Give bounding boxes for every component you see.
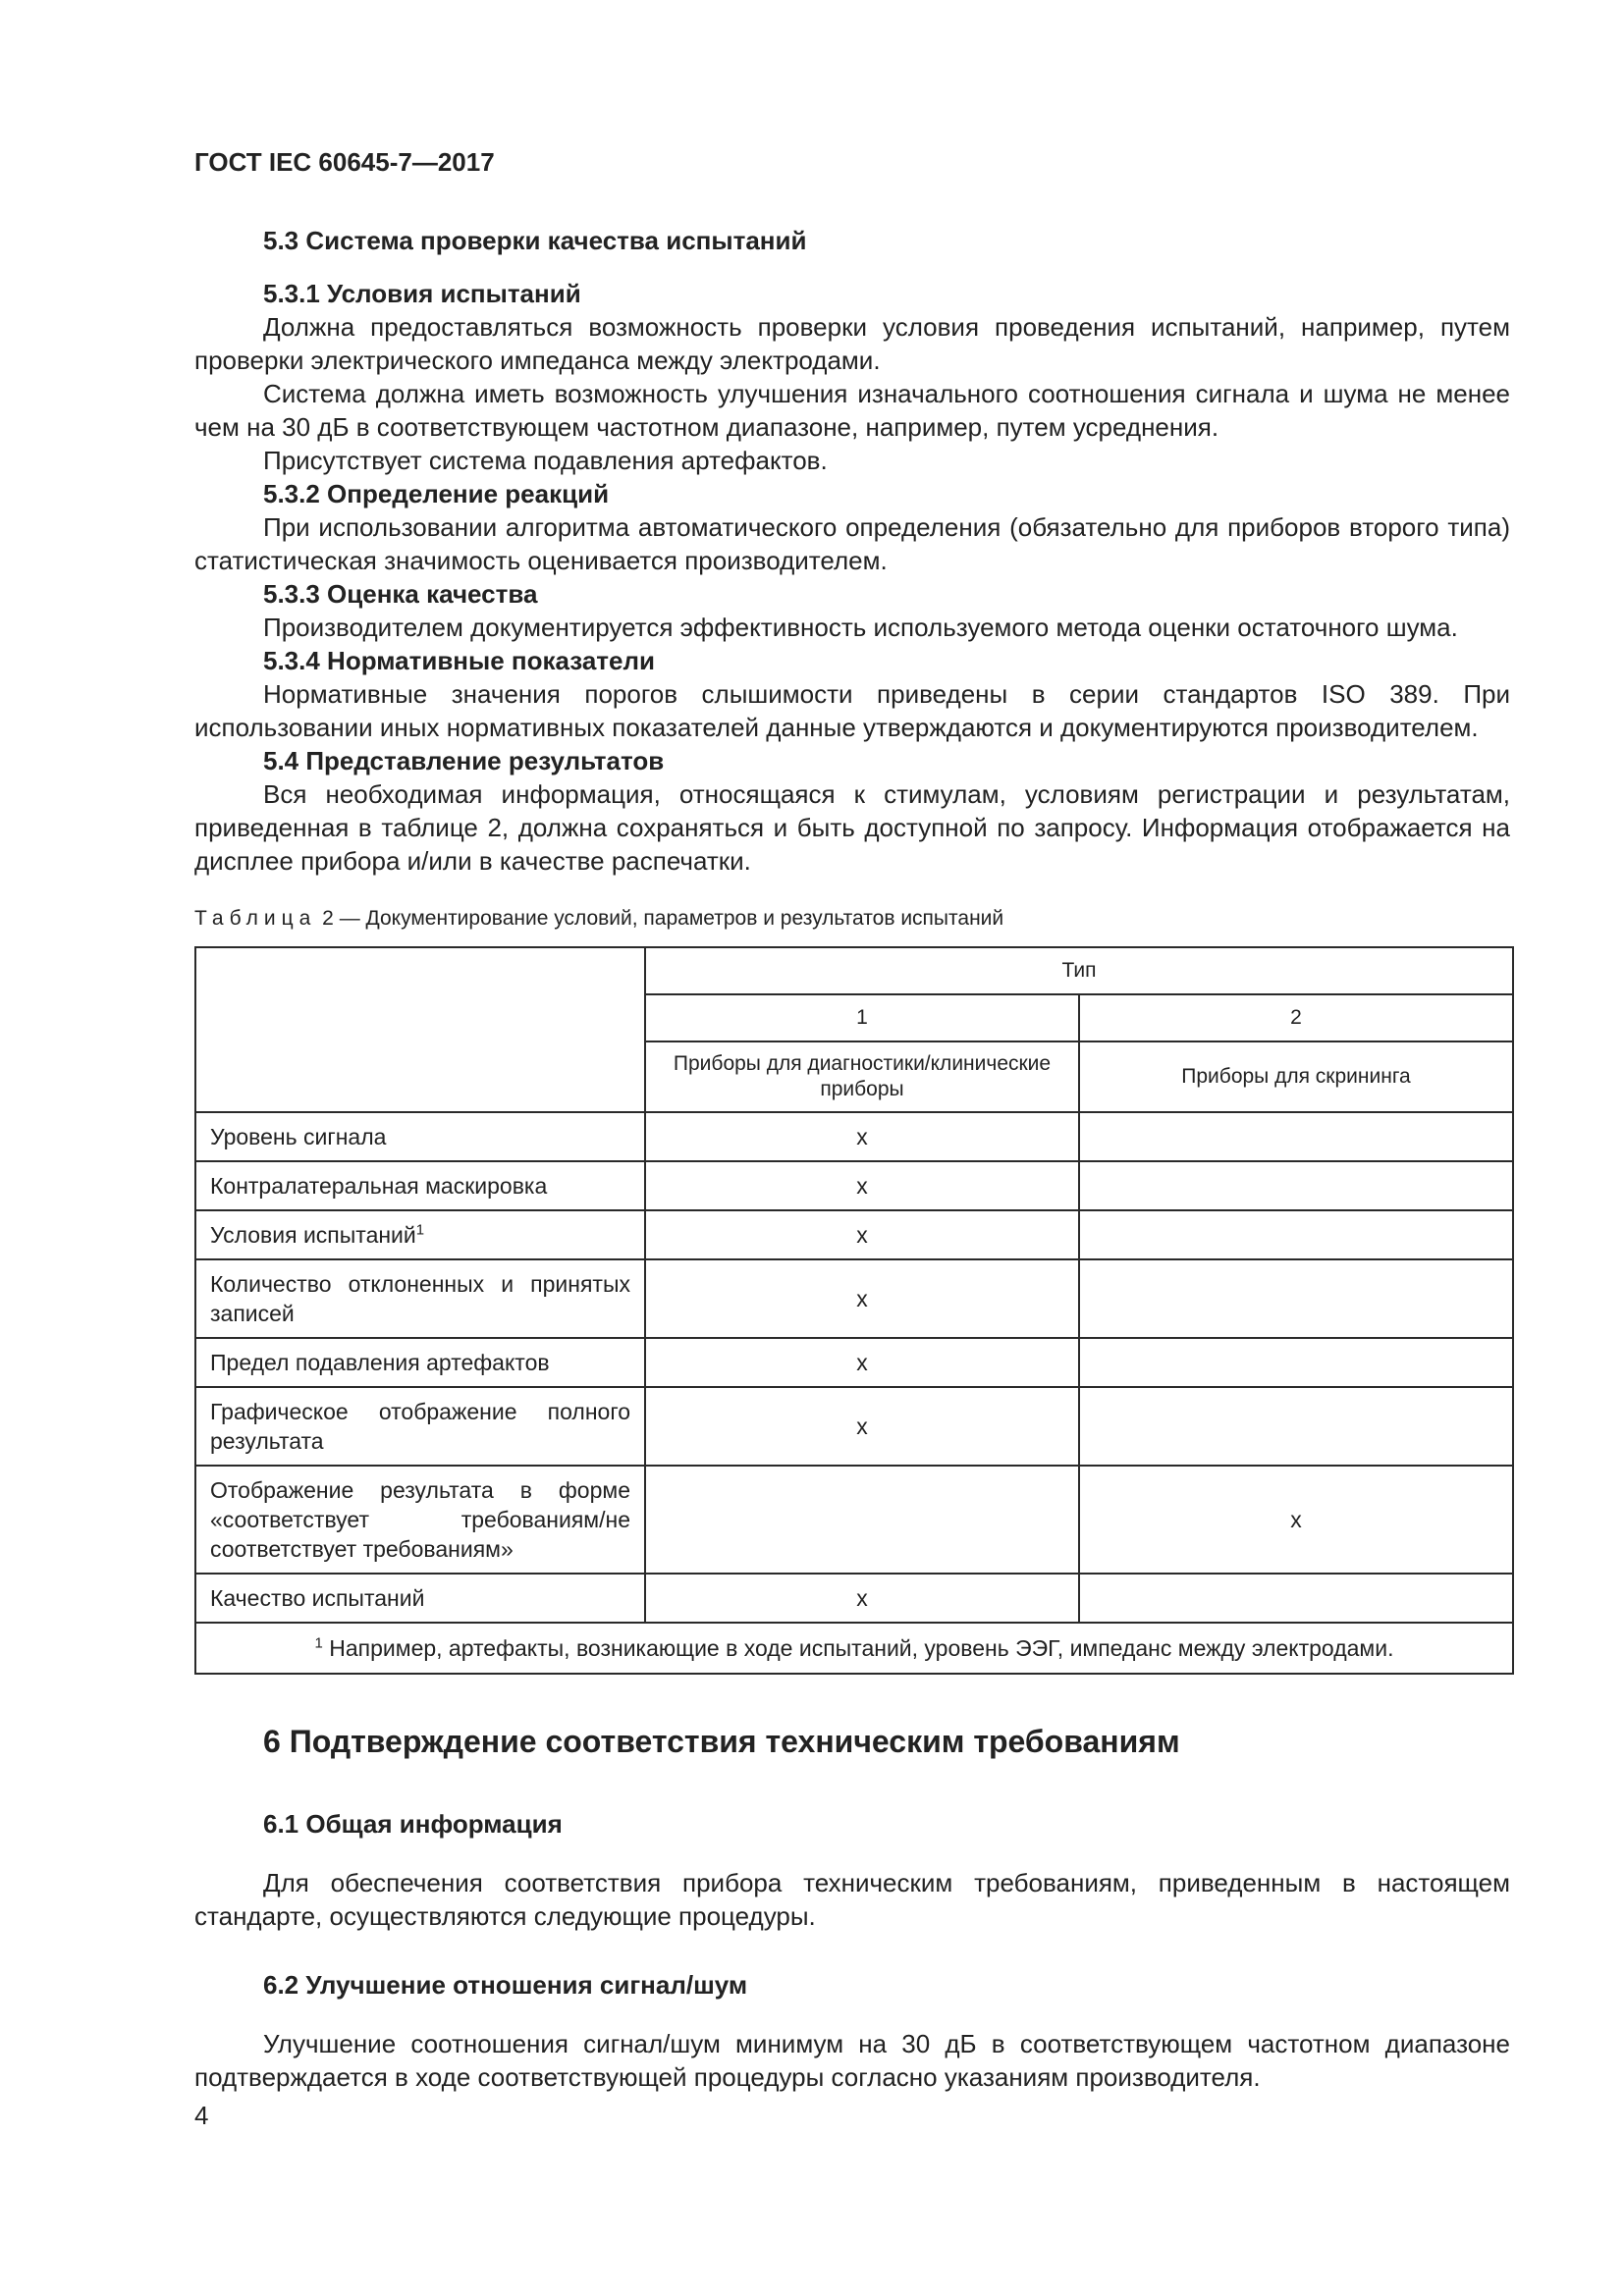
table-header-row: [195, 947, 1513, 994]
section-5-3-title: 5.3 Система проверки качества испытаний: [263, 226, 807, 255]
section-6-2-title: 6.2 Улучшение отношения сигнал/шум: [263, 1970, 748, 2000]
table-row: [195, 1112, 1513, 1161]
section-5-3-4-title: 5.3.4 Нормативные показатели: [263, 646, 656, 675]
table-caption: [194, 905, 1510, 933]
type-1-mark: x: [645, 1210, 1079, 1259]
type-2-mark: [1079, 1210, 1513, 1259]
section-5-3-3-title: 5.3.3 Оценка качества: [263, 579, 538, 609]
section-5-3-4-paragraph: Нормативные значения порогов слышимости приведены в серии стандартов ISO 389. При использовании иных нормативных показателей данные утверждаются и документируются производителем.: [194, 679, 1510, 742]
type-1-header: 1: [645, 994, 1079, 1041]
section-5-4-title: 5.4 Представление результатов: [263, 746, 665, 775]
document-header: ГОСТ IEC 60645-7—2017: [194, 147, 495, 177]
table-caption-label: Таблица: [194, 907, 317, 930]
table-caption-text: 2 — Документирование условий, параметров и результатов испытаний: [316, 907, 1004, 930]
table-row: [195, 1338, 1513, 1387]
footnote-text: Например, артефакты, возникающие в ходе испытаний, уровень ЭЭГ, импеданс между электродами.: [322, 1635, 1394, 1661]
section-5-3-1-title: 5.3.1 Условия испытаний: [263, 279, 581, 308]
row-label: Отображение результата в форме «соответствует требованиям/не соответствует требованиям»: [195, 1466, 645, 1574]
type-2-header: 2: [1079, 994, 1513, 1041]
type-2-mark: x: [1079, 1466, 1513, 1574]
section-5-4-paragraph: Вся необходимая информация, относящаяся к стимулам, условиям регистрации и результатам, приведенная в таблице 2, должна сохраняться и быть доступной по запросу. Информация отображается на дисплее прибора и/или в качестве распечатки.: [194, 779, 1510, 876]
type-1-mark: x: [645, 1161, 1079, 1210]
type-1-description: Приборы для диагностики/клинические приборы: [645, 1041, 1079, 1112]
table-corner-cell: [195, 947, 645, 1112]
section-5-3-1-paragraph-2: Система должна иметь возможность улучшения изначального соотношения сигнала и шума не менее чем на 30 дБ в соответствующем частотном диапазоне, например, путем усреднения.: [194, 379, 1510, 442]
section-6-1-paragraph: Для обеспечения соответствия прибора техническим требованиям, приведенным в настоящем стандарте, осуществляются следующие процедуры.: [194, 1868, 1510, 1931]
type-2-mark: [1079, 1112, 1513, 1161]
row-label: Количество отклоненных и принятых записей: [195, 1259, 645, 1338]
section-5-3-2-paragraph: При использовании алгоритма автоматического определения (обязательно для приборов второго типа) статистическая значимость оценивается производителем.: [194, 512, 1510, 575]
section-6-1-title: 6.1 Общая информация: [263, 1809, 563, 1839]
type-2-mark: [1079, 1338, 1513, 1387]
page-number: 4: [194, 2101, 209, 2130]
type-2-mark: [1079, 1574, 1513, 1623]
table-row: [195, 1466, 1513, 1574]
section-5-3-3-paragraph: Производителем документируется эффективность используемого метода оценки остаточного шума.: [263, 613, 1458, 642]
row-label-with-footnote: [195, 1210, 645, 1259]
documentation-table: [194, 946, 1514, 1675]
table-row: [195, 1161, 1513, 1210]
table-footnote: [195, 1623, 1513, 1674]
row-label: Графическое отображение полного результата: [195, 1387, 645, 1466]
table-row: [195, 1574, 1513, 1623]
footnote-reference: 1: [415, 1221, 425, 1239]
section-6-2-paragraph: Улучшение соотношения сигнал/шум минимум на 30 дБ в соответствующем частотном диапазоне подтверждается в ходе соответствующей процедуры согласно указаниям производителя.: [194, 2029, 1510, 2092]
type-1-mark: x: [645, 1574, 1079, 1623]
section-5-3-1-paragraph-1: Должна предоставляться возможность проверки условия проведения испытаний, например, путем проверки электрического импеданса между электродами.: [194, 312, 1510, 375]
table-row: [195, 1259, 1513, 1338]
type-header: Тип: [645, 947, 1513, 994]
type-1-mark: [645, 1466, 1079, 1574]
row-label: Качество испытаний: [195, 1574, 645, 1623]
section-5-3-2-title: 5.3.2 Определение реакций: [263, 479, 610, 508]
type-1-mark: x: [645, 1259, 1079, 1338]
type-1-mark: x: [645, 1112, 1079, 1161]
footnote-mark: 1: [314, 1634, 323, 1652]
row-label: Условия испытаний: [210, 1222, 416, 1248]
type-1-mark: x: [645, 1338, 1079, 1387]
type-2-mark: [1079, 1161, 1513, 1210]
type-1-mark: x: [645, 1387, 1079, 1466]
row-label: Уровень сигнала: [195, 1112, 645, 1161]
type-2-description: Приборы для скрининга: [1079, 1041, 1513, 1112]
type-2-mark: [1079, 1259, 1513, 1338]
table-row: [195, 1210, 1513, 1259]
section-5-3-1-paragraph-3: Присутствует система подавления артефактов.: [263, 446, 828, 475]
type-2-mark: [1079, 1387, 1513, 1466]
section-6-title: 6 Подтверждение соответствия техническим требованиям: [263, 1724, 1180, 1759]
row-label: Контралатеральная маскировка: [195, 1161, 645, 1210]
table-footnote-row: [195, 1623, 1513, 1674]
row-label: Предел подавления артефактов: [195, 1338, 645, 1387]
table-row: [195, 1387, 1513, 1466]
page-content: [194, 224, 1510, 2094]
